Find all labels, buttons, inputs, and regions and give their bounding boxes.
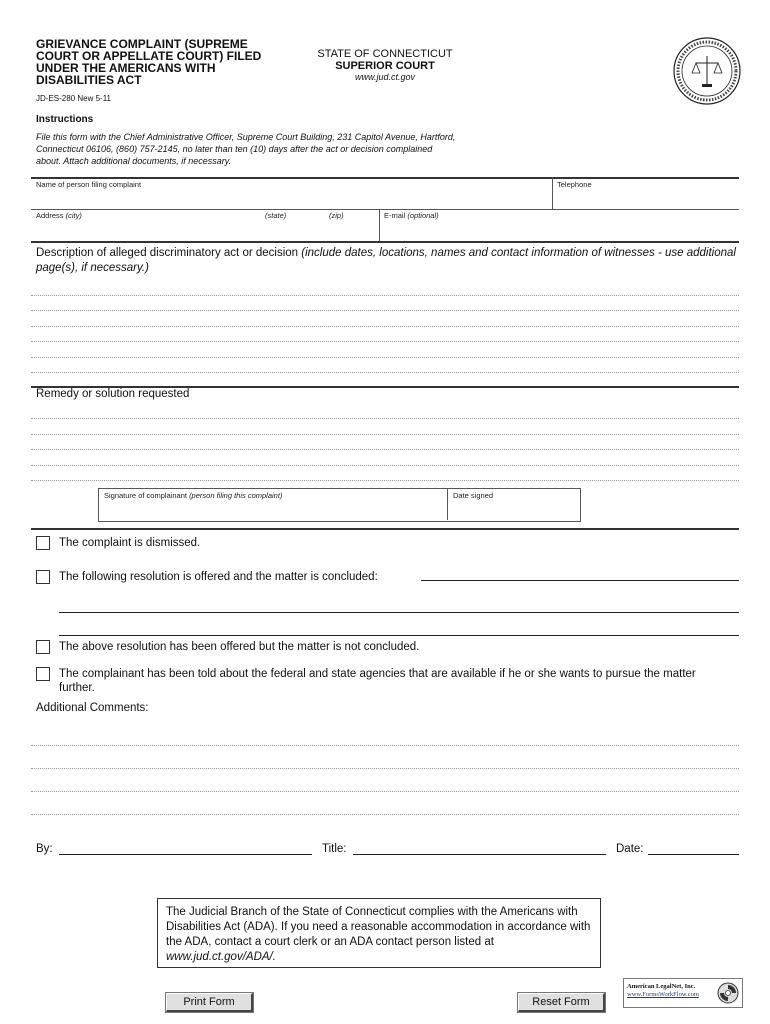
title-field[interactable]: [353, 854, 606, 855]
name-label: Name of person filing complaint: [36, 180, 142, 189]
zip-label: (zip): [329, 211, 344, 220]
ada-notice: [157, 898, 601, 968]
reset-form-button[interactable]: Reset Form: [518, 993, 605, 1012]
publisher-url[interactable]: www.FormsWorkFlow.com: [627, 991, 699, 998]
instructions-text: File this form with the Chief Administrative Officer, Supreme Court Building, 231 Capitol Avenue, Hartford, Connecticut 06106, (860) 757-2145, no later than ten (10) days after the act or decision complained about. Attach additional documents, if necessary.: [36, 132, 456, 166]
comments-label: Additional Comments:: [36, 702, 149, 714]
dismissed-checkbox[interactable]: [36, 536, 50, 550]
field-divider: [379, 209, 380, 241]
section-rule: [31, 241, 739, 243]
form-number: JD-ES-280 New 5-11: [36, 94, 111, 103]
name-field[interactable]: [36, 190, 548, 208]
city-label: (city): [65, 211, 82, 220]
court-website: www.jud.ct.gov: [354, 72, 416, 82]
section-rule: [31, 528, 739, 530]
ada-link[interactable]: www.jud.ct.gov/ADA/.: [166, 951, 276, 963]
state-label: (state): [265, 211, 287, 220]
resolution-not-concluded-checkbox[interactable]: [36, 640, 50, 654]
by-label: By:: [36, 843, 53, 855]
address-field[interactable]: [36, 221, 376, 239]
signature-label: [104, 491, 282, 500]
by-field[interactable]: [59, 854, 312, 855]
description-label-text: Description of alleged discriminatory act or decision: [36, 247, 299, 259]
globe-icon: [717, 982, 739, 1004]
state-seal-icon: [672, 36, 742, 106]
resolution-line[interactable]: [421, 580, 739, 581]
publisher-logo[interactable]: [623, 978, 743, 1008]
comments-field[interactable]: [31, 720, 739, 820]
remedy-label: Remedy or solution requested: [36, 388, 190, 400]
resolution-not-concluded-label: The above resolution has been offered but the matter is not concluded.: [59, 641, 420, 653]
field-divider: [447, 488, 448, 520]
court-header: [300, 48, 470, 83]
description-field[interactable]: [31, 280, 739, 380]
resolution-concluded-label: The following resolution is offered and the matter is concluded:: [59, 571, 378, 583]
instructions-heading: Instructions: [36, 114, 94, 125]
description-note: (include dates, locations, names and contact information of witnesses - use additional page(s), if necessary.): [36, 247, 736, 274]
resolution-concluded-checkbox[interactable]: [36, 570, 50, 584]
remedy-field[interactable]: [31, 404, 739, 482]
resolution-line[interactable]: [59, 635, 739, 636]
address-label-text: Address: [36, 211, 64, 220]
print-form-button[interactable]: Print Form: [166, 993, 253, 1012]
publisher-name: American LegalNet, Inc.: [627, 983, 696, 990]
court-name: SUPERIOR COURT: [335, 60, 435, 72]
ada-notice-text: The Judicial Branch of the State of Connecticut complies with the Americans with Disabilities Act (ADA). If you need a reasonable accommodation in accordance with the ADA, contact a court clerk or an ADA contact person listed at: [166, 906, 591, 948]
date-signed-label: Date signed: [453, 491, 494, 500]
field-divider: [552, 177, 553, 209]
signature-note: (person filing this complaint): [189, 491, 283, 500]
date-label: Date:: [616, 843, 644, 855]
dismissed-label: The complaint is dismissed.: [59, 537, 201, 549]
form-title: GRIEVANCE COMPLAINT (SUPREME COURT OR APPELLATE COURT) FILED UNDER THE AMERICANS WITH DISABILITIES ACT: [36, 37, 262, 87]
telephone-label: Telephone: [557, 180, 592, 189]
email-optional-label: (optional): [407, 211, 439, 220]
email-field[interactable]: [384, 221, 736, 239]
date-field[interactable]: [648, 854, 739, 855]
agencies-informed-checkbox[interactable]: [36, 667, 50, 681]
agencies-informed-label: The complainant has been told about the federal and state agencies that are available if he or she wants to pursue the matter further.: [59, 668, 696, 694]
resolution-line[interactable]: [59, 612, 739, 613]
email-label: [384, 211, 439, 220]
address-label: [36, 211, 82, 220]
section-rule: [31, 177, 739, 179]
description-label: [36, 246, 736, 276]
email-label-text: E-mail: [384, 211, 406, 220]
signature-label-text: Signature of complainant: [104, 491, 187, 500]
field-rule: [31, 209, 739, 210]
state-name: STATE OF CONNECTICUT: [317, 48, 453, 60]
title-label: Title:: [322, 843, 347, 855]
telephone-field[interactable]: [557, 190, 737, 208]
